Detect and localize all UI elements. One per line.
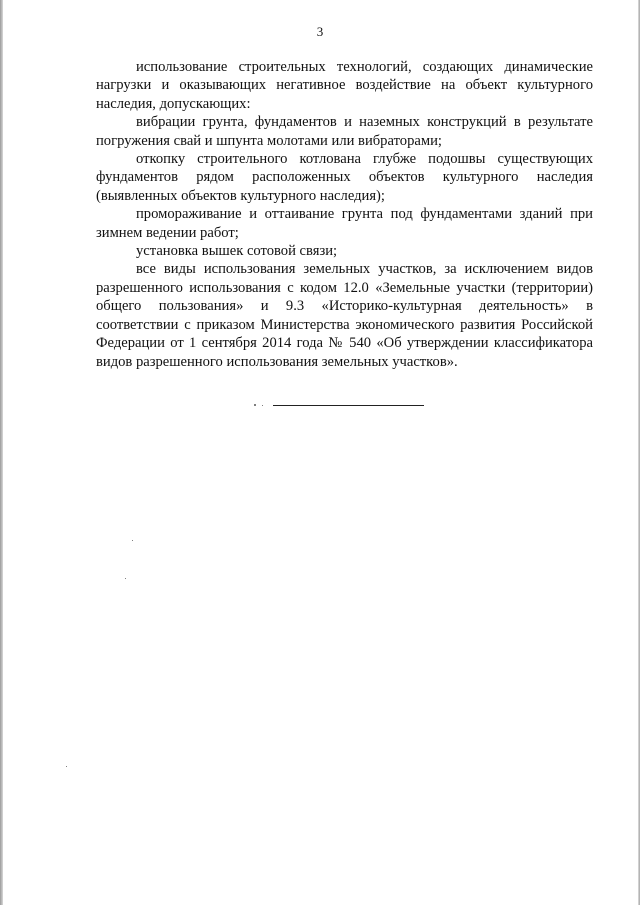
scan-speck — [125, 578, 126, 579]
page-number: 3 — [316, 24, 324, 39]
paragraph-freezing: промораживание и оттаивание грунта под фундаментами зданий при зимнем ведении работ; — [96, 206, 593, 241]
paragraph-excavation: откопку строительного котлована глубже подошвы существующих фундаментов рядом расположенных объектов культурного наследия (выявленных объектов культурного наследия); — [96, 151, 593, 204]
separator-line — [273, 405, 424, 406]
document-body — [96, 58, 593, 371]
scan-speck — [262, 405, 263, 406]
scan-edge-left — [0, 0, 3, 905]
paragraph-vibrations: вибрации грунта, фундаментов и наземных конструкций в результате погружения свай и шпунта молотами или вибраторами; — [96, 114, 593, 149]
paragraph-technologies: использование строительных технологий, создающих динамические нагрузки и оказывающих негативное воздействие на объект культурного наследия, допускающих: — [96, 59, 593, 112]
scan-speck — [66, 766, 67, 767]
scan-speck — [132, 540, 133, 541]
paragraph-cell-towers: установка вышек сотовой связи; — [136, 243, 338, 260]
scan-speck — [254, 404, 256, 406]
paragraph-land-use: все виды использования земельных участков, за исключением видов разрешенного использования с кодом 12.0 «Земельные участки (территории) общего пользования» и 9.3 «Историко-культурная деятельность» в соответствии с приказом Министерства экономического развития Российской Федерации от 1 сентября 2014 года № 540 «Об утверждении классификатора видов разрешенного использования земельных участков». — [96, 261, 593, 370]
